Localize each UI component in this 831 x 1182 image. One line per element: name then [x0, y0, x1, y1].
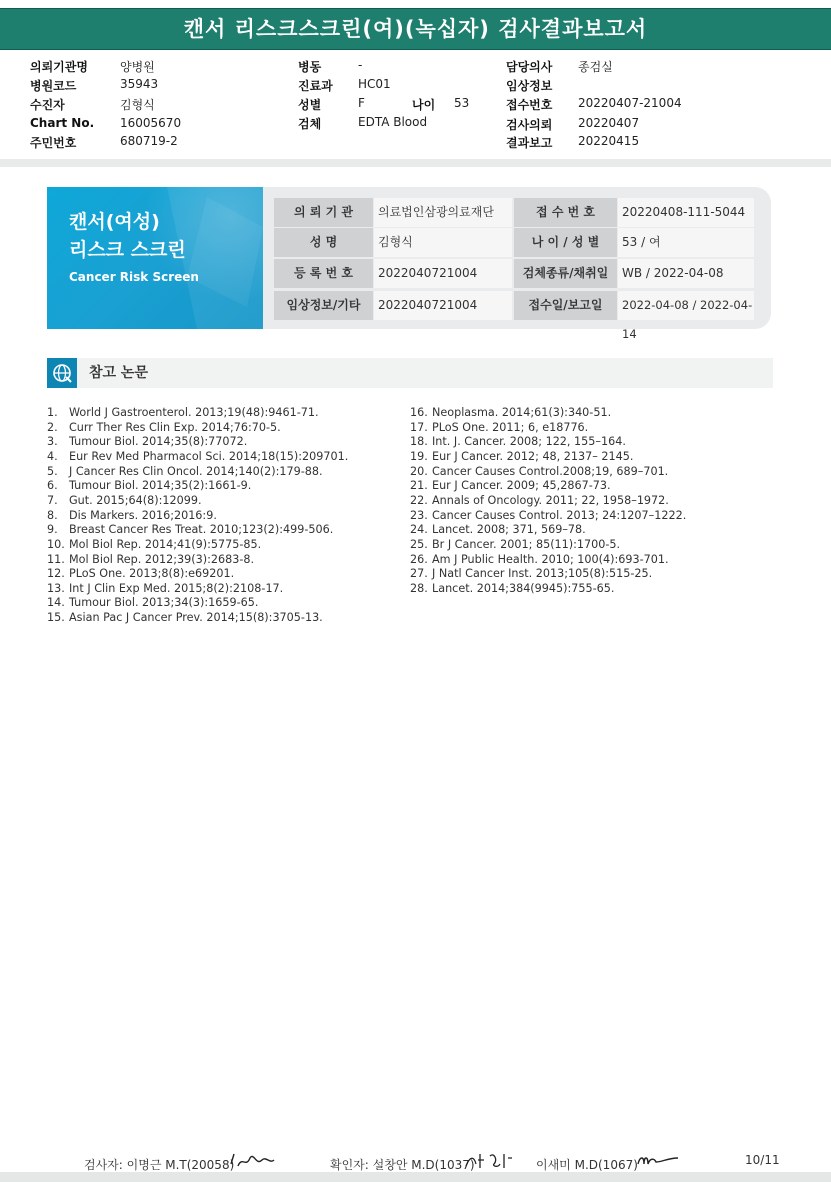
reference-item — [410, 553, 669, 566]
footer-signer2: 이새미 M.D(1067) — [536, 1158, 638, 1172]
reference-text: Cancer Causes Control.2008;19, 689–701. — [432, 464, 669, 478]
panel-label-name: 성 명 — [274, 228, 373, 257]
examiner-signature-icon — [228, 1150, 278, 1172]
reference-item — [410, 450, 633, 463]
reference-number: 4. — [47, 449, 58, 463]
panel-value-name: 김형식 — [374, 228, 512, 257]
reference-number: 13. — [47, 581, 65, 595]
header-label-report-date: 결과보고 — [506, 136, 553, 150]
reference-item — [47, 553, 254, 566]
reference-number: 16. — [410, 406, 428, 419]
reference-text: Curr Ther Res Clin Exp. 2014;76:70-5. — [69, 420, 281, 434]
panel-value-specimen: WB / 2022-04-08 — [618, 259, 754, 288]
header-label-patient: 수진자 — [30, 98, 65, 112]
panel-value-dates: 2022-04-08 / 2022-04-14 — [618, 291, 754, 320]
reference-number: 9. — [47, 523, 58, 537]
reference-text: Int J Clin Exp Med. 2015;8(2):2108-17. — [69, 581, 284, 595]
header-value-chart-no: 16005670 — [120, 116, 182, 130]
header-label-chart-no: Chart No. — [30, 116, 95, 130]
header-value-doctor: 종검실 — [578, 60, 613, 74]
reference-text: Eur J Cancer. 2009; 45,2867-73. — [432, 479, 611, 493]
panel-value-clinical: 2022040721004 — [374, 291, 512, 320]
reference-item — [47, 611, 323, 624]
bottom-rule — [0, 1172, 831, 1182]
panel-value-age-sex: 53 / 여 — [618, 228, 754, 257]
header-label-ward: 병동 — [298, 60, 322, 74]
header-value-institution: 양병원 — [120, 60, 155, 74]
reference-text: Mol Biol Rep. 2012;39(3):2683-8. — [69, 552, 255, 566]
header-value-resident-no: 680719-2 — [120, 134, 178, 148]
reference-item — [410, 567, 652, 580]
reference-text: Tumour Biol. 2013;34(3):1659-65. — [69, 596, 259, 610]
reference-item — [47, 567, 234, 580]
header-value-department: HC01 — [358, 77, 391, 91]
section-title: 참고 논문 — [89, 365, 148, 381]
reference-text: Asian Pac J Cancer Prev. 2014;15(8):3705-13. — [69, 611, 323, 625]
reference-text: Int. J. Cancer. 2008; 122, 155–164. — [432, 435, 626, 449]
header-label-hospital-code: 병원코드 — [30, 79, 77, 93]
cancer-risk-panel — [47, 187, 771, 341]
reference-text: Neoplasma. 2014;61(3):340-51. — [432, 406, 612, 419]
header-label-resident-no: 주민번호 — [30, 136, 77, 150]
reference-number: 25. — [410, 537, 428, 551]
header-label-sex: 성별 — [298, 98, 322, 112]
reference-number: 1. — [47, 406, 58, 419]
globe-icon — [47, 358, 77, 388]
reference-text: Dis Markers. 2016;2016:9. — [69, 508, 217, 522]
reference-number: 11. — [47, 552, 65, 566]
panel-label-dates: 접수일/보고일 — [514, 291, 617, 320]
reference-item — [47, 435, 247, 448]
reference-text: Cancer Causes Control. 2013; 24:1207–1222. — [432, 508, 687, 522]
panel-value-institution: 의료법인삼광의료재단 — [374, 198, 512, 227]
reference-text: J Natl Cancer Inst. 2013;105(8):515-25. — [432, 567, 653, 581]
reference-text: Lancet. 2014;384(9945):755-65. — [432, 581, 615, 595]
reference-item — [47, 479, 251, 492]
reference-item — [410, 582, 614, 595]
header-value-ward: - — [358, 58, 363, 72]
header-value-report-date: 20220415 — [578, 134, 640, 148]
panel-subtitle: Cancer Risk Screen — [69, 270, 199, 284]
reference-number: 28. — [410, 581, 428, 595]
reference-number: 8. — [47, 508, 58, 522]
reference-text: PLoS One. 2013;8(8):e69201. — [69, 567, 235, 581]
reference-text: Eur J Cancer. 2012; 48, 2137– 2145. — [432, 449, 634, 463]
reference-number: 12. — [47, 567, 65, 581]
header-value-sex: F — [358, 96, 365, 110]
header-label-institution: 의뢰기관명 — [30, 60, 88, 74]
panel-title-line2: 리스크 스크린 — [69, 239, 186, 261]
signer2-signature-icon — [636, 1152, 680, 1170]
reference-number: 7. — [47, 493, 58, 507]
reference-number: 2. — [47, 420, 58, 434]
reference-number: 6. — [47, 479, 58, 493]
reference-text: Br J Cancer. 2001; 85(11):1700-5. — [432, 537, 621, 551]
panel-banner — [47, 187, 263, 329]
header-label-age: 나이 — [412, 98, 436, 112]
header-value-request-date: 20220407 — [578, 116, 640, 130]
reference-number: 5. — [47, 464, 58, 478]
reference-item — [47, 538, 261, 551]
reference-item — [410, 406, 611, 419]
reference-item — [410, 479, 611, 492]
reference-number: 23. — [410, 508, 428, 522]
reference-text: Am J Public Health. 2010; 100(4):693-701. — [432, 552, 669, 566]
reference-item — [47, 450, 348, 463]
reference-text: World J Gastroenterol. 2013;19(48):9461-71. — [69, 406, 319, 419]
reference-number: 15. — [47, 611, 65, 625]
reference-text: Tumour Biol. 2014;35(2):1661-9. — [69, 479, 252, 493]
reference-text: Gut. 2015;64(8):12099. — [69, 493, 202, 507]
report-title: 캔서 리스크스크린(여)(녹십자) 검사결과보고서 — [183, 17, 648, 41]
header-value-hospital-code: 35943 — [120, 77, 159, 91]
reference-number: 20. — [410, 464, 428, 478]
footer-confirmer: 확인자: 설창안 M.D(1037) — [330, 1158, 475, 1172]
header-label-specimen: 검체 — [298, 117, 322, 131]
reference-item — [47, 421, 281, 434]
reference-item — [410, 465, 668, 478]
panel-value-registration-no: 2022040721004 — [374, 259, 512, 288]
reference-number: 27. — [410, 567, 428, 581]
panel-label-institution: 의 뢰 기 관 — [274, 198, 373, 227]
reference-text: Eur Rev Med Pharmacol Sci. 2014;18(15):209701. — [69, 449, 349, 463]
reference-item — [47, 596, 258, 609]
reference-text: Lancet. 2008; 371, 569–78. — [432, 523, 586, 537]
header-separator — [0, 159, 831, 167]
reference-text: J Cancer Res Clin Oncol. 2014;140(2):179-88. — [69, 464, 323, 478]
reference-number: 10. — [47, 537, 65, 551]
reference-text: PLoS One. 2011; 6, e18776. — [432, 420, 589, 434]
report-title-bar — [0, 8, 831, 50]
reference-item — [410, 523, 586, 536]
panel-label-specimen: 검체종류/채취일 — [514, 259, 617, 288]
reference-text: Breast Cancer Res Treat. 2010;123(2):499-506. — [69, 523, 334, 537]
confirmer-signature-icon — [464, 1148, 516, 1172]
references-section-header — [47, 358, 773, 388]
page-number: 10/11 — [745, 1153, 780, 1167]
header-label-request-date: 검사의뢰 — [506, 118, 553, 132]
reference-text: Mol Biol Rep. 2014;41(9):5775-85. — [69, 537, 262, 551]
header-label-doctor: 담당의사 — [506, 60, 553, 74]
reference-item — [47, 465, 323, 478]
reference-item — [410, 421, 588, 434]
reference-item — [410, 494, 669, 507]
panel-label-age-sex: 나 이 / 성 별 — [514, 228, 617, 257]
reference-item — [47, 509, 217, 522]
header-value-receipt-no: 20220407-21004 — [578, 96, 682, 110]
reference-item — [410, 509, 686, 522]
header-label-department: 진료과 — [298, 79, 333, 93]
reference-number: 21. — [410, 479, 428, 493]
reference-item — [47, 582, 283, 595]
footer-examiner: 검사자: 이명근 M.T(20058) — [84, 1158, 235, 1172]
header-value-age: 53 — [454, 96, 470, 110]
panel-value-receipt-no: 20220408-111-5044 — [618, 198, 754, 227]
panel-label-receipt-no: 접 수 번 호 — [514, 198, 617, 227]
reference-text: Tumour Biol. 2014;35(8):77072. — [69, 435, 248, 449]
reference-item — [47, 523, 333, 536]
reference-number: 24. — [410, 523, 428, 537]
reference-text: Annals of Oncology. 2011; 22, 1958–1972. — [432, 493, 669, 507]
reference-item — [410, 435, 626, 448]
reference-number: 17. — [410, 420, 428, 434]
panel-label-clinical: 임상정보/기타 — [274, 291, 373, 320]
reference-number: 26. — [410, 552, 428, 566]
reference-item — [47, 494, 202, 507]
header-label-clinical-info: 임상정보 — [506, 79, 553, 93]
header-value-patient: 김형식 — [120, 98, 155, 112]
reference-number: 22. — [410, 493, 428, 507]
reference-number: 18. — [410, 435, 428, 449]
header-value-specimen: EDTA Blood — [358, 115, 428, 129]
reference-item — [47, 406, 319, 419]
reference-number: 14. — [47, 596, 65, 610]
reference-item — [410, 538, 620, 551]
panel-label-registration-no: 등 록 번 호 — [274, 259, 373, 288]
reference-number: 3. — [47, 435, 58, 449]
header-label-receipt-no: 접수번호 — [506, 98, 553, 112]
reference-number: 19. — [410, 449, 428, 463]
panel-title-line1: 캔서(여성) — [69, 211, 160, 233]
